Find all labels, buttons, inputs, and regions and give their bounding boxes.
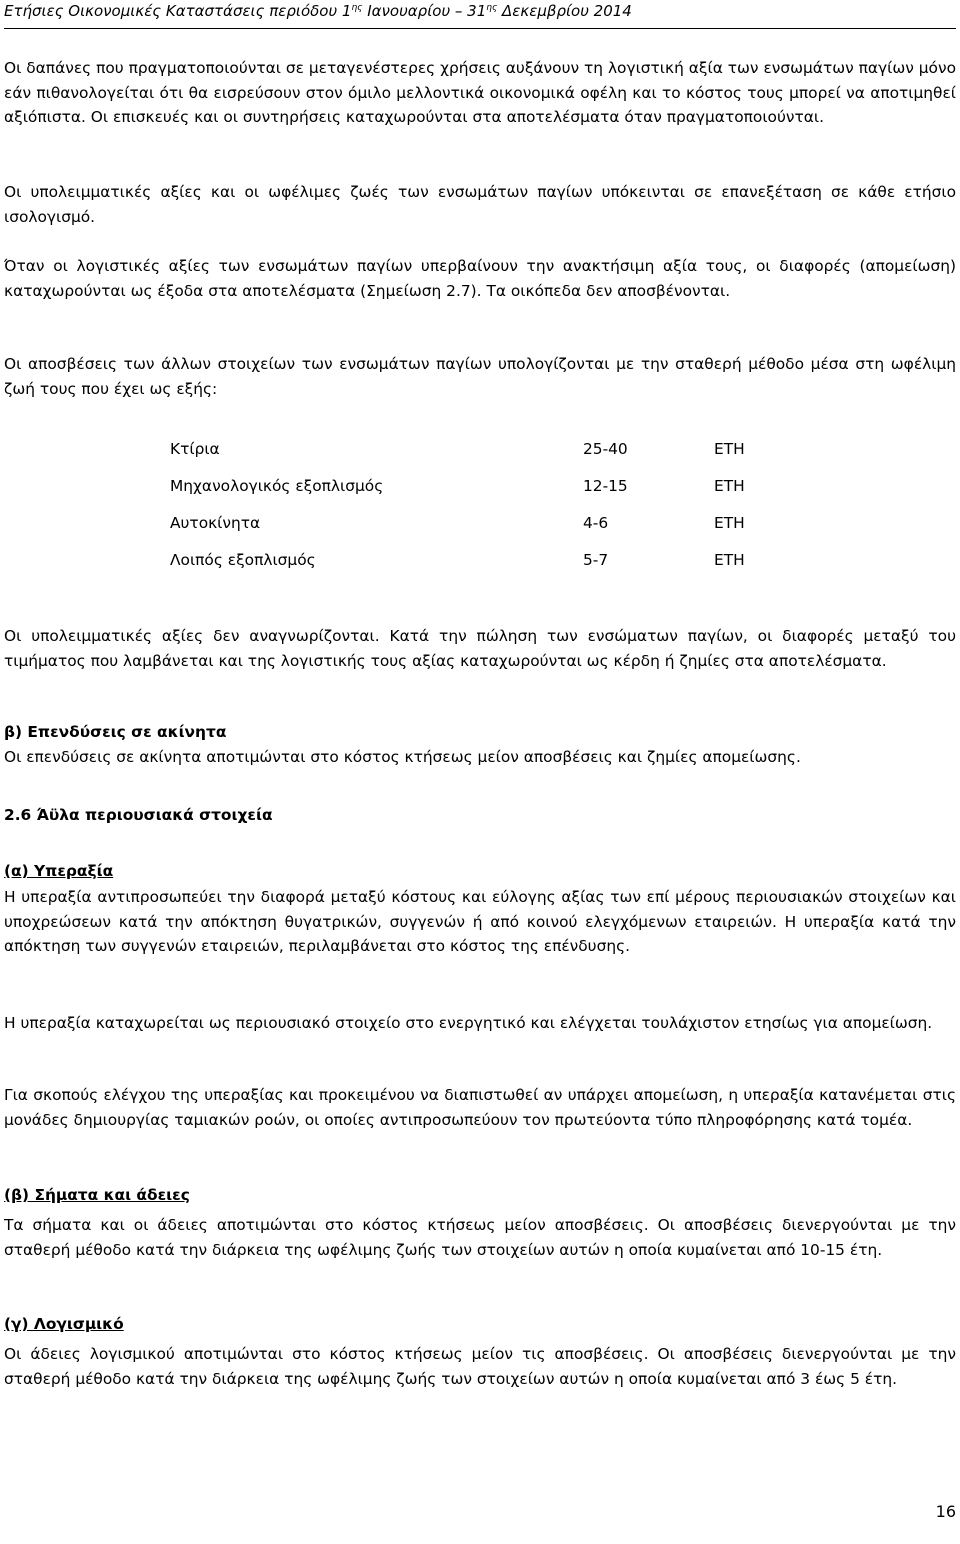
header-text-post: Δεκεμβρίου 2014 [497, 2, 632, 20]
paragraph-depreciation: Οι αποσβέσεις των άλλων στοιχείων των ενσωμάτων παγίων υπολογίζονται με την σταθερή μέθοδο μέσα στη ωφέλιμη ζωή τους που έχει ως εξής: [4, 355, 956, 398]
asset-unit: ΕΤΗ [714, 514, 745, 532]
paragraph-goodwill-allocation: Για σκοπούς ελέγχου της υπεραξίας και προκειμένου να διαπιστωθεί αν υπάρχει απομείωση, η υπεραξία κατανέμεται στις μονάδες δημιουργίας ταμιακών ροών, οι οποίες αντιπροσωπεύουν τον πρωτεύοντα τύπο πληροφόρησης κατά τομέα. [4, 1086, 956, 1129]
heading-goodwill: (α) Υπεραξία [4, 862, 114, 880]
heading-software: (γ) Λογισμικό [4, 1315, 124, 1333]
header-sup-1: ης [351, 3, 363, 13]
heading-intangible-assets: 2.6 Άϋλα περιουσιακά στοιχεία [4, 806, 273, 824]
paragraph-goodwill-impairment: Η υπεραξία καταχωρείται ως περιουσιακό στοιχείο στο ενεργητικό και ελέγχεται τουλάχιστον ετησίως για απομείωση. [4, 1014, 933, 1032]
asset-name: Μηχανολογικός εξοπλισμός [170, 477, 384, 495]
header-text-pre: Ετήσιες Οικονομικές Καταστάσεις περιόδου 1 [4, 2, 352, 20]
paragraph-impairment: Όταν οι λογιστικές αξίες των ενσωμάτων παγίων υπερβαίνουν την ανακτήσιμη αξία τους, οι διαφορές (απομείωση) καταχωρούνται ως έξοδα στα αποτελέσματα (Σημείωση 2.7). Τα οικόπεδα δεν αποσβένονται. [4, 257, 956, 300]
asset-years: 25-40 [583, 440, 628, 458]
asset-unit: ΕΤΗ [714, 477, 745, 495]
paragraph-residual-values-not-recognized: Οι υπολειμματικές αξίες δεν αναγνωρίζονται. Κατά την πώληση των ενσώματων παγίων, οι διαφορές μεταξύ του τιμήματος που λαμβάνεται και της λογιστικής τους αξίας καταχωρούνται ως κέρδη ή ζημίες στα αποτελέσματα. [4, 627, 956, 670]
heading-trademarks-licenses: (β) Σήματα και άδειες [4, 1186, 190, 1204]
asset-name: Κτίρια [170, 440, 220, 458]
asset-name: Λοιπός εξοπλισμός [170, 551, 316, 569]
asset-unit: ΕΤΗ [714, 440, 745, 458]
header-text-mid: Ιανουαρίου – 31 [362, 2, 487, 20]
page-header [4, 2, 956, 29]
paragraph-investment-property: Οι επενδύσεις σε ακίνητα αποτιμώνται στο κόστος κτήσεως μείον αποσβέσεις και ζημίες απομείωσης. [4, 748, 801, 766]
paragraph-goodwill-definition: Η υπεραξία αντιπροσωπεύει την διαφορά μεταξύ κόστους και εύλογης αξίας των επί μέρους περιουσιακών στοιχείων και υποχρεώσεων κατά την απόκτηση θυγατρικών, συγγενών ή από κοινού ελεγχόμενων εταιρειών. Η υπεραξία κατά την απόκτηση των συγγενών εταιρειών, περιλαμβάνεται στο κόστος της επένδυσης. [4, 888, 956, 955]
asset-years: 5-7 [583, 551, 609, 569]
page-number: 16 [935, 1502, 956, 1521]
header-sup-2: ης [486, 3, 498, 13]
heading-investment-property: β) Επενδύσεις σε ακίνητα [4, 723, 227, 741]
asset-years: 4-6 [583, 514, 609, 532]
asset-name: Αυτοκίνητα [170, 514, 261, 532]
asset-unit: ΕΤΗ [714, 551, 745, 569]
paragraph-subsequent-costs: Οι δαπάνες που πραγματοποιούνται σε μεταγενέστερες χρήσεις αυξάνουν τη λογιστική αξία των ενσωμάτων παγίων μόνο εάν πιθανολογείται ότι θα εισρεύσουν στον όμιλο μελλοντικά οικονομικά οφέλη και το κόστος τους μπορεί να αποτιμηθεί αξιόπιστα. Οι επισκευές και οι συντηρήσεις καταχωρούνται στα αποτελέσματα όταν πραγματοποιούνται. [4, 59, 956, 126]
asset-years: 12-15 [583, 477, 628, 495]
paragraph-software: Οι άδειες λογισμικού αποτιμώνται στο κόστος κτήσεως μείον τις αποσβέσεις. Οι αποσβέσεις διενεργούνται με την σταθερή μέθοδο κατά την διάρκεια της ωφέλιμης ζωής των στοιχείων αυτών η οποία κυμαίνεται από 3 έως 5 έτη. [4, 1345, 956, 1388]
paragraph-trademarks-licenses: Τα σήματα και οι άδειες αποτιμώνται στο κόστος κτήσεως μείον αποσβέσεις. Οι αποσβέσεις διενεργούνται με την σταθερή μέθοδο κατά την διάρκεια της ωφέλιμης ζωής των στοιχείων αυτών η οποία κυμαίνεται από 10-15 έτη. [4, 1216, 956, 1259]
paragraph-residual-values-review: Οι υπολειμματικές αξίες και οι ωφέλιμες ζωές των ενσωμάτων παγίων υπόκεινται σε επανεξέταση σε κάθε ετήσιο ισολογισμό. [4, 183, 956, 226]
